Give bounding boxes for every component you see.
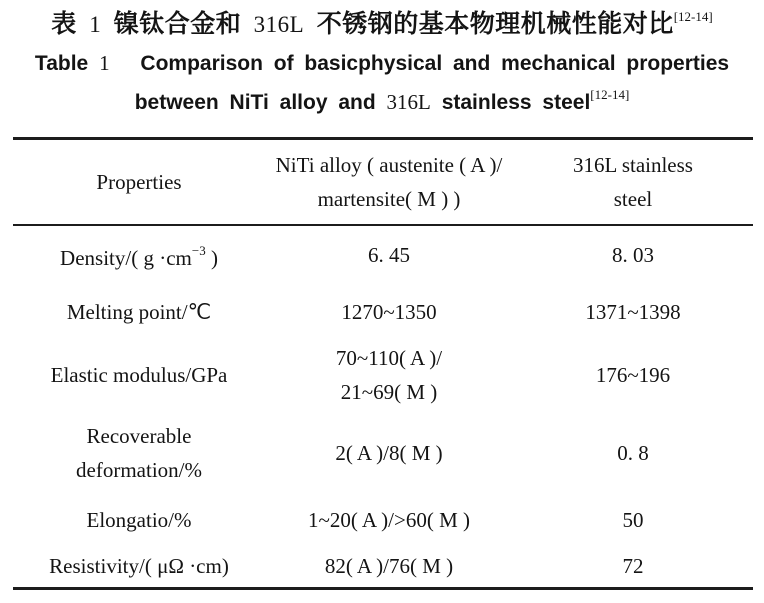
density-unit-post: ): [205, 245, 218, 270]
header-steel-line1: 316L stainless: [573, 152, 693, 177]
caption-zh-text-number: 316L: [253, 12, 305, 37]
header-row: [13, 139, 753, 225]
caption-zh-number: 1: [89, 12, 102, 37]
table-caption-en-line2: [0, 89, 764, 115]
caption-en-line2-post: stainless steel: [441, 91, 591, 114]
caption-zh-text-post: 不锈钢的基本物理机械性能对比: [316, 10, 674, 38]
recoverable-property-line2: deformation/%: [76, 457, 202, 482]
caption-en-line1-text: Comparison of basicphysical and mechanical properties: [140, 52, 730, 75]
table-row-resistivity: [13, 545, 753, 589]
cell-recoverable-niti: 2( A )/8( M ): [335, 440, 443, 465]
caption-zh-citation: [12-14]: [673, 8, 713, 24]
cell-resistivity-niti: 82( A )/76( M ): [324, 553, 454, 578]
table-caption-zh: [0, 4, 764, 40]
caption-en-citation: [12-14]: [590, 87, 630, 102]
cell-density-316l: 8. 03: [612, 243, 654, 267]
cell-resistivity-316l: 72: [622, 553, 644, 578]
density-unit-pre: Density/( g ·cm: [60, 245, 192, 270]
table-body: [13, 225, 753, 589]
cell-density-property: [13, 225, 265, 285]
cell-recoverable-property: [13, 411, 265, 495]
cell-elastic-niti: [265, 339, 513, 411]
caption-en-label: Table: [34, 52, 89, 75]
header-properties-label: Properties: [96, 169, 182, 194]
table-row-elastic-modulus: [13, 339, 753, 411]
header-niti-line1: NiTi alloy ( austenite ( A )/: [275, 152, 503, 177]
cell-elongation-property: Elongatio/%: [86, 507, 192, 532]
cell-melting-property: Melting point/℃: [66, 299, 212, 324]
caption-zh-label: 表: [51, 10, 77, 38]
table-row-density: [13, 225, 753, 285]
cell-resistivity-property: Resistivity/( μΩ ·cm): [49, 553, 229, 578]
cell-recoverable-316l: 0. 8: [617, 440, 649, 465]
density-unit-exponent: −3: [191, 242, 206, 258]
table-row-melting-point: [13, 285, 753, 339]
elastic-niti-line2: 21~69( M ): [340, 379, 438, 404]
caption-en-line2-number: 316L: [386, 90, 431, 114]
cell-elongation-316l: 50: [622, 507, 644, 532]
header-cell-316l-steel: [513, 139, 753, 225]
cell-elongation-niti: 1~20( A )/>60( M ): [307, 507, 471, 532]
header-cell-properties: [13, 139, 265, 225]
header-steel-line2: steel: [613, 186, 653, 211]
cell-melting-niti: 1270~1350: [341, 299, 437, 324]
table-caption-en-line1: [0, 51, 764, 76]
elastic-niti-line1: 70~110( A )/: [335, 345, 443, 370]
table-header: [13, 139, 753, 225]
caption-en-number: 1: [99, 51, 110, 75]
table-row-recoverable-deformation: [13, 411, 753, 495]
header-cell-niti-alloy: [265, 139, 513, 225]
cell-elastic-316l: 176~196: [595, 362, 671, 387]
table-row-elongation: [13, 495, 753, 545]
caption-en-line2-pre: between NiTi alloy and: [134, 91, 376, 114]
properties-comparison-table: [13, 137, 753, 590]
cell-melting-316l: 1371~1398: [585, 299, 681, 324]
header-niti-line2: martensite( M ) ): [317, 186, 461, 211]
cell-density-niti: 6. 45: [368, 243, 410, 267]
cell-elastic-property: Elastic modulus/GPa: [50, 362, 228, 387]
recoverable-property-line1: Recoverable: [86, 423, 192, 448]
caption-zh-text-pre: 镍钛合金和: [113, 10, 242, 38]
